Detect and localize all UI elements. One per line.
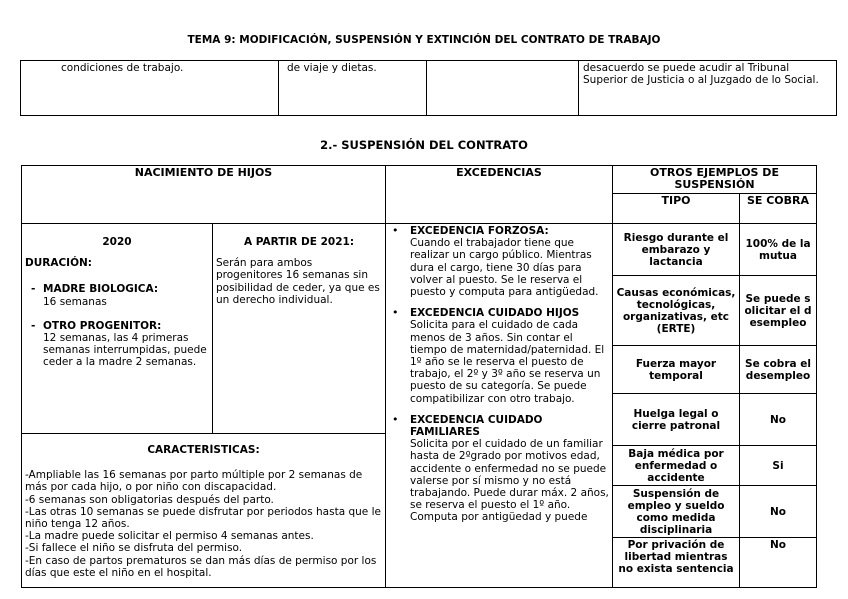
cell-excedencias [386,224,613,588]
page-header-title: TEMA 9: MODIFICACIÓN, SUSPENSIÓN Y EXTINCIÓN DEL CONTRATO DE TRABAJO [187,34,661,46]
list-item: -6 semanas son obligatorias después del parto. [25,493,274,506]
suspension-table [21,165,817,588]
header-excedencias: EXCEDENCIAS [386,166,613,224]
excedencia-text: Cuando el trabajador tiene que realizar un cargo público. Mientras dura el cargo, tiene 30 días para volver al puesto. Se le reserva el puesto y computa para antigüedad. [410,237,599,299]
excedencia-text: Solicita para el cuidado de cada menos de 3 años. Sin contar el tiempo de maternidad/paternidad. El 1º año se le reserva el puesto de trabajo, el 2º y 3º año se reserva un puesto de su categoría. Se puede compatibilizar con otro trabajo. [410,319,605,405]
header-se-cobra: SE COBRA [740,194,817,224]
cobra-cell: No [740,486,817,538]
excedencia-title: • EXCEDENCIA CUIDADO FAMILIARES [410,413,543,439]
excedencia-text: Solicita por el cuidado de un familiar hasta de 2ºgrado por motivos edad, accidente o enfermedad no se puede valerse por sí mismo y no está trabajando. Puede durar máx. 2 años, se reserva el puesto el 1º año. Computa por antigüedad y puede [410,438,609,524]
duracion-label: DURACIÓN: [25,257,92,270]
cobra-cell: No [740,394,817,446]
madre-label: MADRE BIOLOGICA: [43,283,159,296]
header-nacimiento-hijos: NACIMIENTO DE HIJOS [22,166,386,224]
list-item [410,307,609,405]
text-2021: Serán para ambos progenitores 16 semanas sin posibilidad de ceder, ya que es un derecho individual. [216,257,380,306]
list-item: -En caso de partos prematuros se dan más días de permiso por los días que este el niño en el hospital. [25,554,377,579]
caracteristicas-content [25,444,382,579]
cell-desacuerdo-tribunal: desacuerdo se puede acudir al Tribunal Superior de Justicia o al Juzgado de lo Social. [579,61,837,116]
otro-label: OTRO PROGENITOR: [43,319,162,332]
otro-text: 12 semanas, las 4 primeras semanas interrumpidas, puede ceder a la madre 2 semanas. [43,332,207,369]
tipo-cell: Huelga legal o cierre patronal [613,394,740,446]
cobra-cell: Se cobra el desempleo [740,346,817,394]
cobra-cell: No [740,538,817,588]
duracion-list [25,283,209,368]
cell-nacimiento-2021 [213,224,386,434]
cobra-cell: Si [740,446,817,486]
tipo-cell: Baja médica por enfermedad o accidente [613,446,740,486]
cell-modificacion-condiciones: condiciones de trabajo. [21,61,279,116]
list-item: -Las otras 10 semanas se puede disfrutar por periodos hasta que le niño tenga 12 años. [25,505,381,531]
cell-movilidad-viaje: de viaje y dietas. [279,61,427,116]
list-item [410,414,609,524]
year-2020: 2020 [102,236,132,248]
caracteristicas-list [25,469,382,579]
list-item: -Ampliable las 16 semanas por parto múltiple por 2 semanas de más por cada hijo, o por niño con discapacidad. [25,469,363,494]
caracteristicas-title: CARACTERÍSTICAS: [147,444,260,456]
cell-empty [427,61,579,116]
excedencia-title: • EXCEDENCIA CUIDADO HIJOS [410,307,580,320]
excedencias-list [389,225,609,524]
cell-caracteristicas [22,434,386,588]
list-item: -La madre puede solicitar el permiso 4 semanas antes. [25,530,314,543]
list-item [43,320,209,369]
madre-text: 16 semanas [43,295,107,308]
list-item [410,225,609,298]
section-title: 2.- SUSPENSIÓN DEL CONTRATO [320,138,528,152]
list-item [43,283,209,307]
tipo-cell: Causas económicas, tecnológicas, organizativas, etc (ERTE) [613,276,740,346]
tipo-cell: Riesgo durante el embarazo y lactancia [613,224,740,276]
cell-nacimiento-2020 [22,224,213,434]
header-otros-ejemplos: OTROS EJEMPLOS DE SUSPENSIÓN [613,166,817,194]
tipo-cell: Por privación de libertad mientras no exista sentencia [613,538,740,588]
excedencias-content [389,225,609,580]
cobra-cell: Se puede solicitar el desempleo [740,276,817,346]
tipo-cell: Fuerza mayor temporal [613,346,740,394]
excedencia-title: • EXCEDENCIA FORZOSA: [410,225,549,237]
year-2021: A PARTIR DE 2021: [243,236,355,248]
previous-table-continuation [20,60,837,116]
cobra-cell: 100% de la mutua [740,224,817,276]
list-item: -Si fallece el niño se disfruta del permiso. [25,542,243,555]
header-tipo: TIPO [613,194,740,224]
tipo-cell: Suspensión de empleo y sueldo como medida disciplinaria [613,486,740,538]
